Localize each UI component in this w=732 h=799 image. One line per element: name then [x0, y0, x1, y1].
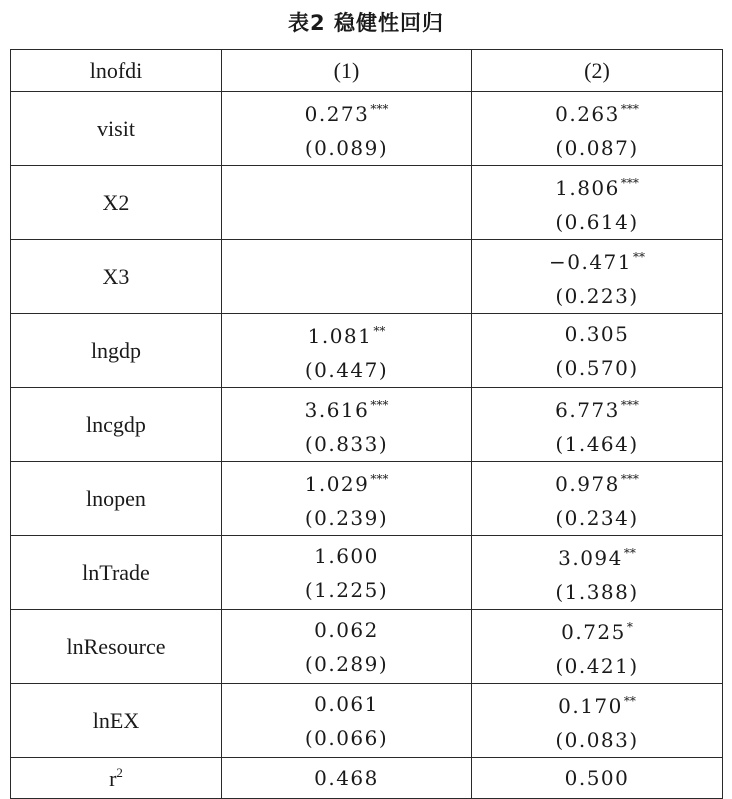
coefficient-line	[472, 462, 722, 501]
cell-m1	[222, 166, 472, 240]
estimate-m1	[222, 92, 471, 165]
significance-stars: ***	[620, 398, 639, 412]
table-row	[11, 462, 723, 536]
cell-m1	[222, 536, 472, 610]
table-title: 表2 稳健性回归	[288, 11, 444, 35]
estimate-m2	[472, 462, 722, 535]
coefficient-line	[472, 684, 722, 723]
coefficient-line	[472, 240, 722, 279]
regression-table	[10, 49, 723, 799]
header-m2-label: (2)	[584, 57, 610, 83]
cell-m1	[222, 92, 472, 166]
coefficient-line	[222, 462, 471, 501]
header-var-label: lnofdi	[89, 57, 143, 83]
variable-name: X3	[102, 263, 130, 289]
coefficient: −0.471	[548, 250, 632, 274]
coefficient: 1.600	[314, 543, 379, 568]
estimate-m2	[472, 610, 722, 683]
coefficient: 3.616	[304, 398, 370, 422]
variable-cell	[11, 684, 222, 758]
coefficient: 0.062	[314, 617, 379, 642]
estimate-m2	[472, 388, 722, 461]
variable-cell	[11, 240, 222, 314]
table-row	[11, 388, 723, 462]
standard-error: (0.570)	[555, 355, 639, 380]
r-squared-value: 0.468	[314, 766, 379, 790]
table-row	[11, 536, 723, 610]
variable-cell	[11, 314, 222, 388]
estimate-m1	[222, 687, 471, 755]
table-row	[11, 314, 723, 388]
coefficient: 0.263	[555, 102, 620, 126]
standard-error: (0.421)	[555, 654, 639, 678]
estimate-m1	[222, 539, 471, 607]
standard-error: (1.225)	[304, 577, 389, 602]
standard-error: (0.447)	[304, 358, 389, 382]
significance-stars: ***	[370, 102, 389, 116]
r-squared-m1	[222, 758, 472, 799]
cell-m1	[222, 462, 472, 536]
coefficient: 6.773	[555, 398, 620, 422]
standard-error: (1.388)	[555, 580, 639, 604]
variable-cell	[11, 92, 222, 166]
significance-stars: **	[373, 324, 386, 338]
table-row	[11, 92, 723, 166]
r-squared-label-cell	[11, 758, 222, 799]
coefficient-line	[472, 317, 722, 351]
coefficient-line	[222, 687, 471, 721]
coefficient: 1.029	[304, 472, 370, 496]
significance-stars: *	[626, 620, 633, 634]
significance-stars: ***	[370, 398, 389, 412]
cell-m2	[472, 536, 723, 610]
coefficient: 0.061	[314, 691, 379, 716]
coefficient-line	[222, 92, 471, 131]
estimate-m2	[472, 317, 722, 385]
cell-m1	[222, 610, 472, 684]
coefficient-line	[222, 314, 471, 353]
standard-error: (0.289)	[304, 651, 389, 676]
variable-cell	[11, 462, 222, 536]
standard-error: (0.089)	[304, 136, 389, 160]
estimate-m2	[472, 92, 722, 165]
variable-name: lnopen	[86, 485, 146, 511]
header-m1-label: (1)	[333, 57, 360, 83]
estimate-m1	[222, 314, 471, 387]
variable-name: lnResource	[66, 633, 166, 659]
coefficient: 0.725	[561, 620, 626, 644]
coefficient: 3.094	[558, 546, 623, 570]
coefficient: 0.978	[555, 472, 620, 496]
r-squared-base: r	[109, 765, 117, 791]
coefficient: 1.806	[555, 176, 620, 200]
coefficient: 0.305	[564, 321, 630, 346]
standard-error: (0.234)	[555, 506, 639, 530]
cell-m2	[472, 240, 723, 314]
coefficient-line	[472, 388, 722, 427]
coefficient: 1.081	[307, 324, 373, 348]
cell-m2	[472, 462, 723, 536]
coefficient-line	[222, 539, 471, 573]
coefficient-line	[472, 610, 722, 649]
estimate-m2	[472, 536, 722, 609]
variable-name: lnEX	[92, 707, 140, 733]
coefficient-line	[472, 166, 722, 205]
r-squared-label	[109, 766, 123, 791]
estimate-m1	[222, 388, 471, 461]
cell-m1	[222, 684, 472, 758]
significance-stars: **	[623, 694, 636, 708]
standard-error: (0.066)	[304, 725, 389, 750]
r-squared-value: 0.500	[564, 766, 630, 790]
header-model-2	[472, 50, 723, 92]
estimate-m1	[222, 613, 471, 681]
coefficient-line	[222, 613, 471, 647]
r-squared-m2	[472, 758, 723, 799]
variable-name: lngdp	[90, 337, 142, 363]
r-squared-row	[11, 758, 723, 799]
significance-stars: ***	[370, 472, 389, 486]
cell-m2	[472, 314, 723, 388]
significance-stars: ***	[620, 176, 639, 190]
significance-stars: ***	[620, 472, 639, 486]
coefficient-line	[222, 388, 471, 427]
header-model-1	[222, 50, 472, 92]
standard-error: (0.087)	[555, 136, 639, 160]
header-dependent-variable	[11, 50, 222, 92]
standard-error: (0.614)	[555, 210, 639, 234]
estimate-m2	[472, 166, 722, 239]
coefficient-line	[472, 92, 722, 131]
cell-m2	[472, 166, 723, 240]
standard-error: (0.223)	[555, 284, 639, 308]
variable-name: X2	[102, 189, 130, 215]
table-row	[11, 684, 723, 758]
cell-m1	[222, 240, 472, 314]
coefficient-line	[472, 536, 722, 575]
variable-name: lnTrade	[82, 559, 150, 585]
table-row	[11, 610, 723, 684]
variable-cell	[11, 610, 222, 684]
cell-m1	[222, 388, 472, 462]
estimate-m1	[222, 462, 471, 535]
estimate-m2	[472, 684, 722, 757]
standard-error: (0.083)	[555, 728, 639, 752]
coefficient: 0.273	[304, 102, 370, 126]
significance-stars: ***	[620, 102, 639, 116]
cell-m1	[222, 314, 472, 388]
standard-error: (0.833)	[304, 432, 389, 456]
table-row	[11, 240, 723, 314]
cell-m2	[472, 388, 723, 462]
cell-m2	[472, 610, 723, 684]
variable-cell	[11, 388, 222, 462]
variable-cell	[11, 166, 222, 240]
significance-stars: **	[633, 250, 645, 264]
table-row	[11, 166, 723, 240]
header-row	[11, 50, 723, 92]
r-squared-exponent: 2	[116, 764, 123, 780]
standard-error: (1.464)	[555, 432, 639, 456]
estimate-m2	[472, 240, 722, 313]
cell-m2	[472, 92, 723, 166]
standard-error: (0.239)	[304, 506, 389, 530]
significance-stars: **	[623, 546, 636, 560]
coefficient: 0.170	[558, 694, 623, 718]
variable-name: visit	[97, 115, 135, 141]
variable-cell	[11, 536, 222, 610]
variable-name: lncgdp	[86, 411, 146, 437]
cell-m2	[472, 684, 723, 758]
